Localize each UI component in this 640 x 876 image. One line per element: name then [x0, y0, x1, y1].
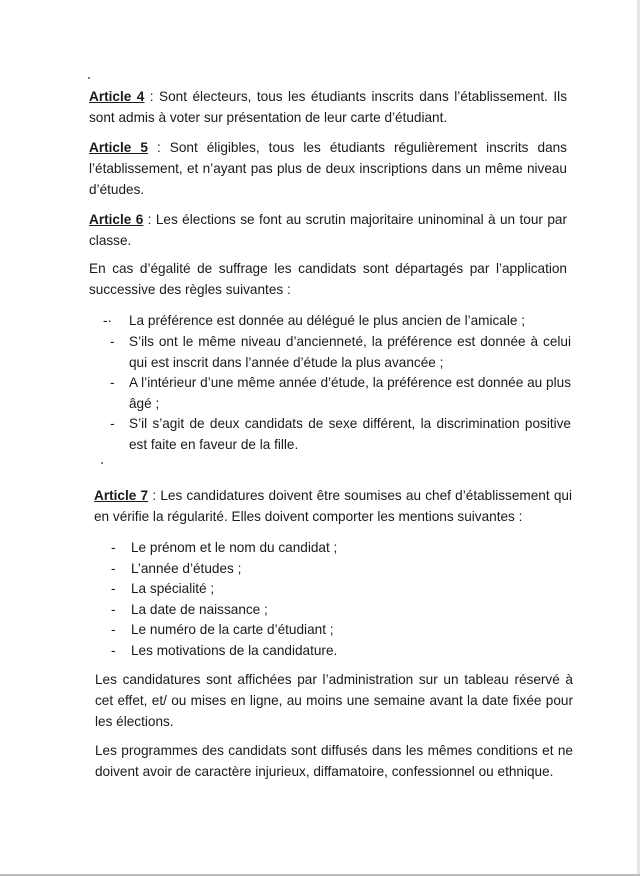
list-marker: -	[110, 416, 115, 431]
article-4-title: Article 4	[89, 89, 145, 104]
mention-text: Le prénom et le nom du candidat ;	[131, 540, 338, 555]
mention-text: Les motivations de la candidature.	[131, 642, 338, 658]
equality-paragraph: En cas d’égalité de suffrage les candidats sont départagés par l’application successive des règles suivantes :	[89, 261, 567, 297]
article-6-paragraph	[89, 209, 567, 251]
mention-text: La date de naissance ;	[131, 601, 268, 617]
article-4-paragraph	[89, 86, 567, 128]
list-item	[111, 620, 551, 641]
list-marker: -	[111, 560, 116, 576]
list-item	[103, 332, 571, 373]
article-7-text: : Les candidatures doivent être soumises au chef d’établissement qui en vérifie la régularité. Elles doivent comporter les mentions suivantes :	[94, 488, 572, 524]
rule-text: S’ils ont le même niveau d’ancienneté, la préférence est donnée à celui qui est inscrit dans l’année d’étude la plus avancée ;	[129, 334, 571, 370]
scan-speck	[88, 77, 90, 79]
list-marker: -	[111, 601, 116, 617]
list-item	[111, 579, 551, 600]
list-marker: -	[110, 334, 115, 349]
list-item	[103, 311, 571, 332]
list-item	[103, 373, 571, 414]
article-4-text: : Sont électeurs, tous les étudiants inscrits dans l’établissement. Ils sont admis à voter sur présentation de leur carte d’étudiant.	[89, 89, 567, 125]
rule-text: A l’intérieur d’une même année d’étude, la préférence est donnée au plus âgé ;	[129, 375, 571, 411]
list-marker: -	[110, 375, 115, 390]
article-6-title: Article 6	[89, 212, 144, 227]
mention-text: Le numéro de la carte d’étudiant ;	[131, 622, 334, 637]
article-7-title: Article 7	[94, 488, 149, 503]
list-marker: -	[111, 540, 116, 555]
list-item	[111, 641, 551, 662]
article-7-paragraph	[94, 485, 572, 527]
list-marker: -	[111, 642, 116, 658]
mention-text: L’année d’études ;	[131, 560, 242, 576]
list-marker: -	[111, 581, 116, 596]
candidature-mentions-list	[111, 538, 551, 661]
article-5-text: : Sont éligibles, tous les étudiants régulièrement inscrits dans l’établissement, et n’ayant pas plus de deux inscriptions dans un même niveau d’études.	[89, 140, 567, 197]
list-marker: -·	[103, 313, 113, 328]
article-5-paragraph	[89, 137, 567, 200]
article-6-text: : Les élections se font au scrutin majoritaire uninominal à un tour par classe.	[89, 212, 567, 248]
list-item	[103, 414, 571, 455]
rule-text: La préférence est donnée au délégué le plus ancien de l’amicale ;	[129, 313, 526, 328]
tie-break-rules-list	[103, 311, 571, 455]
list-item	[111, 559, 551, 580]
list-item	[111, 538, 551, 559]
list-item	[111, 600, 551, 621]
list-marker: -	[111, 622, 116, 637]
rule-text: S’il s’agit de deux candidats de sexe différent, la discrimination positive est faite en faveur de la fille.	[129, 416, 571, 452]
article-5-title: Article 5	[89, 140, 148, 155]
mention-text: La spécialité ;	[131, 581, 215, 596]
display-paragraph: Les candidatures sont affichées par l’administration sur un tableau réservé à cet effet, et/ ou mises en ligne, au moins une semaine avant la date fixée pour les élections.	[95, 672, 573, 729]
programs-paragraph: Les programmes des candidats sont diffusés dans les mêmes conditions et ne doivent avoir de caractère injurieux, diffamatoire, confessionnel ou ethnique.	[95, 743, 573, 779]
scan-speck	[101, 462, 103, 464]
